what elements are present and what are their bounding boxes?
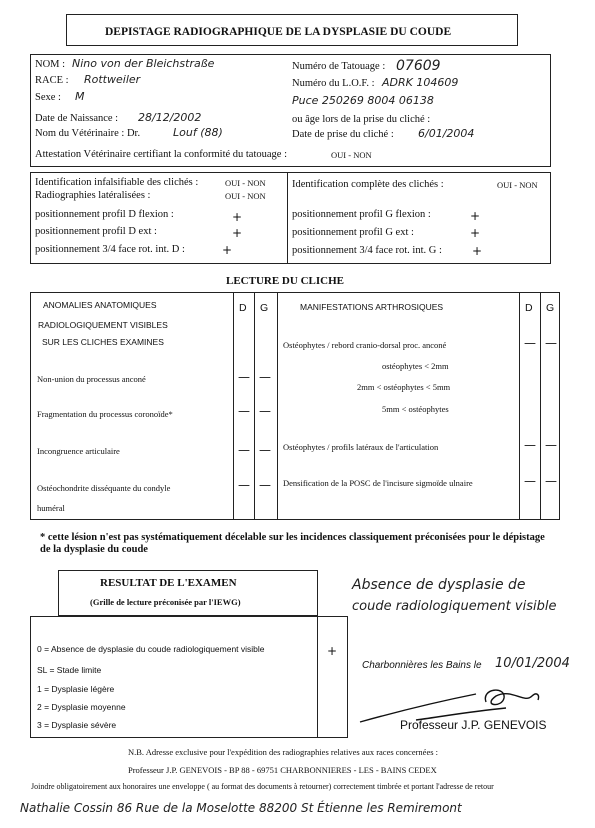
infalsifiable-label: Identification infalsifiable des clichés : xyxy=(35,177,199,188)
radiographies-label: Radiographies latéralisées : xyxy=(35,190,151,201)
resultat-divider xyxy=(317,616,318,738)
dash-fragmentation-g: — xyxy=(259,404,271,418)
g-flexion-mark: + xyxy=(470,209,481,223)
dash-osteochondrite-d: — xyxy=(238,478,250,492)
dash-incongruence-g: — xyxy=(259,443,271,457)
handwritten-result-2: coude radiologiquement visible xyxy=(352,599,557,614)
page-title: DEPISTAGE RADIOGRAPHIQUE DE LA DYSPLASIE DU COUDE xyxy=(105,26,452,38)
d-flexion-label: positionnement profil D flexion : xyxy=(35,209,174,220)
g-34-label: positionnement 3/4 face rot. int. G : xyxy=(292,245,442,256)
nb-line-3: Joindre obligatoirement aux honoraires une enveloppe ( au format des documents à retourner) correctement timbrée et portant l'adresse de retour xyxy=(31,782,494,791)
left-col-g-header: G xyxy=(260,302,269,314)
dash-lateral-d: — xyxy=(524,438,536,452)
right-col-g-header: G xyxy=(546,302,555,314)
return-address: Nathalie Cossin 86 Rue de la Moselotte 88200 St Étienne les Remiremont xyxy=(20,801,462,815)
tatouage-value: 07609 xyxy=(396,58,441,74)
right-row-anconeal: Ostéophytes / rebord cranio-dorsal proc. anconé xyxy=(283,340,447,350)
dash-lateral-g: — xyxy=(545,438,557,452)
dash-non-union-g: — xyxy=(259,370,271,384)
lecture-left-d-col xyxy=(233,292,234,520)
race-value: Rottweiler xyxy=(84,73,141,86)
left-row-fragmentation: Fragmentation du processus coronoïde* xyxy=(37,409,173,419)
lecture-left-g-col xyxy=(254,292,255,520)
g-ext-label: positionnement profil G ext : xyxy=(292,227,414,238)
nb-line-1: N.B. Adresse exclusive pour l'expédition des radiographies relatives aux races concernées : xyxy=(128,747,439,757)
left-row-humeral: huméral xyxy=(37,503,65,513)
lecture-title: LECTURE DU CLICHE xyxy=(226,275,344,287)
d-ext-label: positionnement profil D ext : xyxy=(35,226,157,237)
d-34-label: positionnement 3/4 face rot. int. D : xyxy=(35,244,185,255)
left-row-incongruence: Incongruence articulaire xyxy=(37,446,120,456)
nb-line-2: Professeur J.P. GENEVOIS - BP 88 - 69751 CHARBONNIERES - LES - BAINS CEDEX xyxy=(128,765,437,775)
handwritten-result-1: Absence de dysplasie de xyxy=(352,577,526,593)
veterinaire-value: Louf (88) xyxy=(173,126,223,139)
nom-value: Nino von der Bleichstraße xyxy=(72,57,215,70)
sexe-value: M xyxy=(75,90,85,103)
veterinaire-label: Nom du Vétérinaire : Dr. xyxy=(35,128,141,139)
place-label: Charbonnières les Bains le xyxy=(362,660,482,671)
right-col-d-header: D xyxy=(525,302,533,314)
grade-sl: SL = Stade limite xyxy=(37,665,102,675)
puce-value: Puce 250269 8004 06138 xyxy=(292,94,434,107)
d-ext-mark: + xyxy=(232,226,243,240)
lecture-right-g-col xyxy=(540,292,541,520)
nom-label: NOM : xyxy=(35,59,66,70)
attestation-value: OUI - NON xyxy=(331,150,372,160)
grade-0-mark: + xyxy=(327,644,338,658)
dash-densification-d: — xyxy=(524,474,536,488)
dash-densification-g: — xyxy=(545,474,557,488)
resultat-title: RESULTAT DE L'EXAMEN xyxy=(100,577,237,589)
footnote: * cette lésion n'est pas systématiquement décelable sur les incidences classiquement préconisées pour le dépistage de la dysplasie du coude xyxy=(40,532,545,555)
dash-anconeal-g: — xyxy=(545,336,557,350)
signer-name: Professeur J.P. GENEVOIS xyxy=(400,718,547,732)
infalsifiable-value: OUI - NON xyxy=(225,178,266,188)
d-flexion-mark: + xyxy=(232,210,243,224)
left-row-osteochondrite: Ostéochondrite disséquante du condyle xyxy=(37,483,171,493)
lof-label: Numéro du L.O.F. : xyxy=(292,78,375,89)
dash-anconeal-d: — xyxy=(524,336,536,350)
grade-3: 3 = Dysplasie sévère xyxy=(37,720,117,730)
place-date: 10/01/2004 xyxy=(495,656,570,671)
date-cliche-label: Date de prise du cliché : xyxy=(292,129,394,140)
lof-value: ADRK 104609 xyxy=(382,76,459,89)
dash-incongruence-d: — xyxy=(238,443,250,457)
right-row-2to5: 2mm < ostéophytes < 5mm xyxy=(357,382,451,392)
left-col-d-header: D xyxy=(239,302,247,314)
age-label: ou âge lors de la prise du cliché : xyxy=(292,114,431,125)
grade-0: 0 = Absence de dysplasie du coude radiologiquement visible xyxy=(37,644,265,654)
resultat-subtitle: (Grille de lecture préconisée par l'IEWG) xyxy=(90,597,241,607)
left-header-3: SUR LES CLICHES EXAMINES xyxy=(42,337,164,347)
g-flexion-label: positionnement profil G flexion : xyxy=(292,209,431,220)
left-header-1: ANOMALIES ANATOMIQUES xyxy=(43,300,157,310)
lecture-middle-divider xyxy=(277,292,278,520)
left-header-2: RADIOLOGIQUEMENT VISIBLES xyxy=(38,320,168,330)
identification-divider xyxy=(287,172,288,264)
dash-non-union-d: — xyxy=(238,370,250,384)
left-row-non-union: Non-union du processus anconé xyxy=(37,374,146,384)
complete-label: Identification complète des clichés : xyxy=(292,179,444,190)
attestation-label: Attestation Vétérinaire certifiant la conformité du tatouage : xyxy=(35,149,287,160)
g-ext-mark: + xyxy=(470,226,481,240)
dash-osteochondrite-g: — xyxy=(259,478,271,492)
race-label: RACE : xyxy=(35,75,69,86)
naissance-label: Date de Naissance : xyxy=(35,113,119,124)
right-row-lt2: ostéophytes < 2mm xyxy=(382,361,449,371)
tatouage-label: Numéro de Tatouage : xyxy=(292,61,386,72)
radiographies-value: OUI - NON xyxy=(225,191,266,201)
dash-fragmentation-d: — xyxy=(238,404,250,418)
right-row-gt5: 5mm < ostéophytes xyxy=(382,404,449,414)
naissance-value: 28/12/2002 xyxy=(138,111,202,124)
sexe-label: Sexe : xyxy=(35,92,61,103)
grade-2: 2 = Dysplasie moyenne xyxy=(37,702,126,712)
right-header: MANIFESTATIONS ARTHROSIQUES xyxy=(300,302,444,312)
d-34-mark: + xyxy=(222,243,233,257)
complete-value: OUI - NON xyxy=(497,180,538,190)
date-cliche-value: 6/01/2004 xyxy=(418,127,475,140)
grade-1: 1 = Dysplasie légère xyxy=(37,684,115,694)
right-row-lateral: Ostéophytes / profils latéraux de l'articulation xyxy=(283,442,439,452)
lecture-right-d-col xyxy=(519,292,520,520)
g-34-mark: + xyxy=(472,244,483,258)
right-row-densification: Densification de la POSC de l'incisure sigmoïde ulnaire xyxy=(283,478,473,488)
